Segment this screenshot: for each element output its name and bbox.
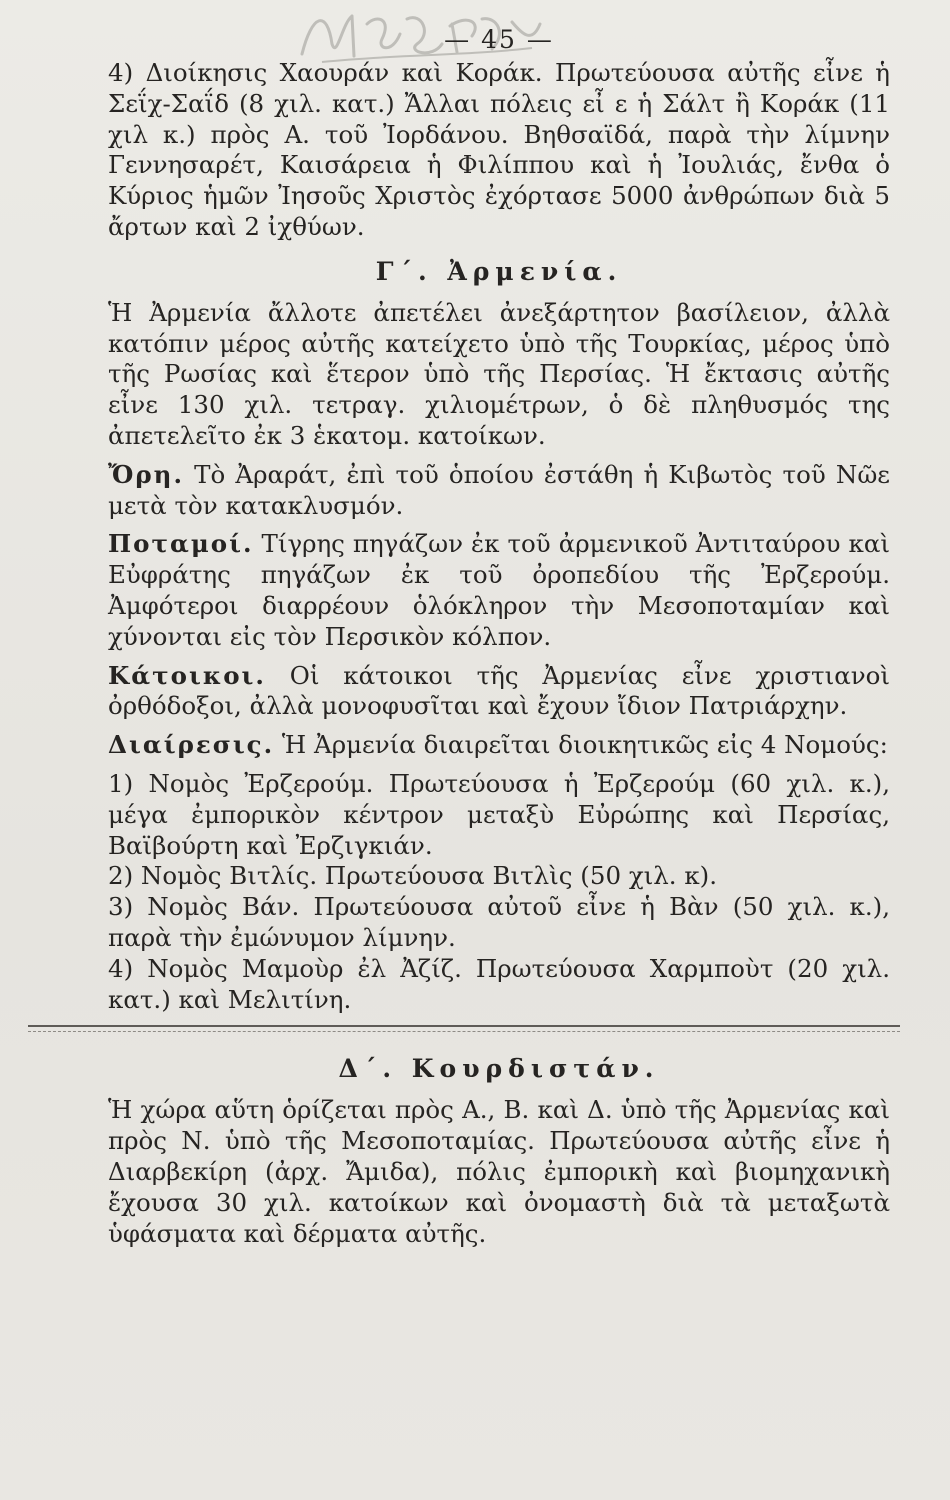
prefecture-item: 1) Νομὸς Ἐρζερούμ. Πρωτεύουσα ἡ Ἐρζερούμ (60 χιλ. κ.), μέγα ἐμπορικὸν κέντρον μεταξὺ Εὐρώπης καὶ Περσίας, Βαϊβούρτη καὶ Ἐρζιγκιάν. xyxy=(108,768,890,860)
rivers-lead: Ποταμοί. xyxy=(108,529,254,559)
page-number: — 45 — xyxy=(444,25,554,54)
section-divider xyxy=(28,1025,900,1032)
prefecture-item: 3) Νομὸς Βάν. Πρωτεύουσα αὐτοῦ εἶνε ἡ Βὰν (50 χιλ. κ.), παρὰ τὴν ἐμώνυμον λίμνην. xyxy=(108,892,890,952)
divisions-lead: Διαίρεσις. xyxy=(108,730,275,760)
rivers-text: Τίγρης πηγάζων ἐκ τοῦ ἀρμενικοῦ Ἀντιταύρου καὶ Εὐφράτης πηγάζων ἐκ τοῦ ὀροπεδίου τῆς Ἐρζερούμ. Ἀμφότεροι διαρρέουν ὁλόκληρον τὴν Μεσοποταμίαν καὶ χύνονται εἰς τὸν Περσικὸν κόλπον. xyxy=(108,529,890,651)
armenia-paragraph: Ἡ Ἀρμενία ἄλλοτε ἀπετέλει ἀνεξάρτητον βασίλειον, ἀλλὰ κατόπιν μέρος αὐτῆς κατείχετο ὑπὸ τῆς Τουρκίας, μέρος ὑπὸ τῆς Ρωσίας καὶ ἕτερον ὑπὸ τῆς Περσίας. Ἡ ἔκτασις αὐτῆς εἶνε 130 χιλ. τετραγ. χιλιομέτρων, ὁ δὲ πληθυσμός της ἀπετελεῖτο ἐκ 3 ἑκατομ. κατοίκων. xyxy=(108,297,890,450)
prefecture-item: 4) Νομὸς Μαμοὺρ ἐλ Ἀζίζ. Πρωτεύουσα Χαρμποὺτ (20 χιλ. κατ.) καὶ Μελιτίνη. xyxy=(108,953,890,1014)
mountains-text: Τὸ Ἀραράτ, ἐπὶ τοῦ ὁποίου ἐστάθη ἡ Κιβωτὸς τοῦ Νῶε μετὰ τὸν κατακλυσμόν. xyxy=(108,459,890,520)
intro-paragraph: 4) Διοίκησις Χαουράν καὶ Κοράκ. Πρωτεύουσα αὐτῆς εἶνε ἡ Σεΐχ-Σαΐδ (8 χιλ. κατ.) Ἄλλαι πόλεις εἶ ε ἡ Σάλτ ἢ Κοράκ (11 χιλ κ.) πρὸς Α. τοῦ Ἰορδάνου. Βηθσαϊδά, παρὰ τὴν λίμνην Γεννησαρέτ, Καισάρεια ἡ Φιλίππου καὶ ἡ Ἰουλιάς, ἔνθα ὁ Κύριος ἡμῶν Ἰησοῦς Χριστὸς ἐχόρτασε 5000 ἀνθρώπων διὰ 5 ἄρτων καὶ 2 ἰχθύων. xyxy=(108,58,890,241)
prefecture-item: 2) Νομὸς Βιτλίς. Πρωτεύουσα Βιτλὶς (50 χιλ. κ). xyxy=(108,861,718,891)
section-heading-armenia: Γ΄. Ἀρμενία. xyxy=(375,256,623,286)
divisions-text: Ἡ Ἀρμενία διαιρεῖται διοικητικῶς εἰς 4 Νομούς: xyxy=(274,730,888,760)
kurdistan-paragraph: Ἡ χώρα αὕτη ὁρίζεται πρὸς Α., Β. καὶ Δ. ὑπὸ τῆς Ἀρμενίας καὶ πρὸς Ν. ὑπὸ τῆς Μεσοποταμίας. Πρωτεύουσα αὐτῆς εἶνε ἡ Διαρβεκίρη (ἀρχ. Ἄμιδα), πόλις ἐμπορικὴ καὶ βιομηχανικὴ ἔχουσα 30 χιλ. κατοίκων καὶ ὀνομαστὴ διὰ τὰ μεταξωτὰ ὑφάσματα καὶ δέρματα αὐτῆς. xyxy=(108,1095,890,1248)
mountains-lead: Ὄρη. xyxy=(108,459,184,489)
inhabitants-text: Οἱ κάτοικοι τῆς Ἀρμενίας εἶνε χριστιανοὶ ὀρθόδοξοι, ἀλλὰ μονοφυσῖται καὶ ἔχουν ἴδιον Πατριάρχην. xyxy=(108,660,890,721)
section-heading-kurdistan: Δ΄. Κουρδιστάν. xyxy=(338,1054,660,1084)
inhabitants-lead: Κάτοικοι. xyxy=(108,660,266,690)
mountains-paragraph xyxy=(108,460,890,522)
divisions-paragraph xyxy=(108,730,890,761)
rivers-paragraph xyxy=(108,529,890,652)
inhabitants-paragraph xyxy=(108,661,890,723)
